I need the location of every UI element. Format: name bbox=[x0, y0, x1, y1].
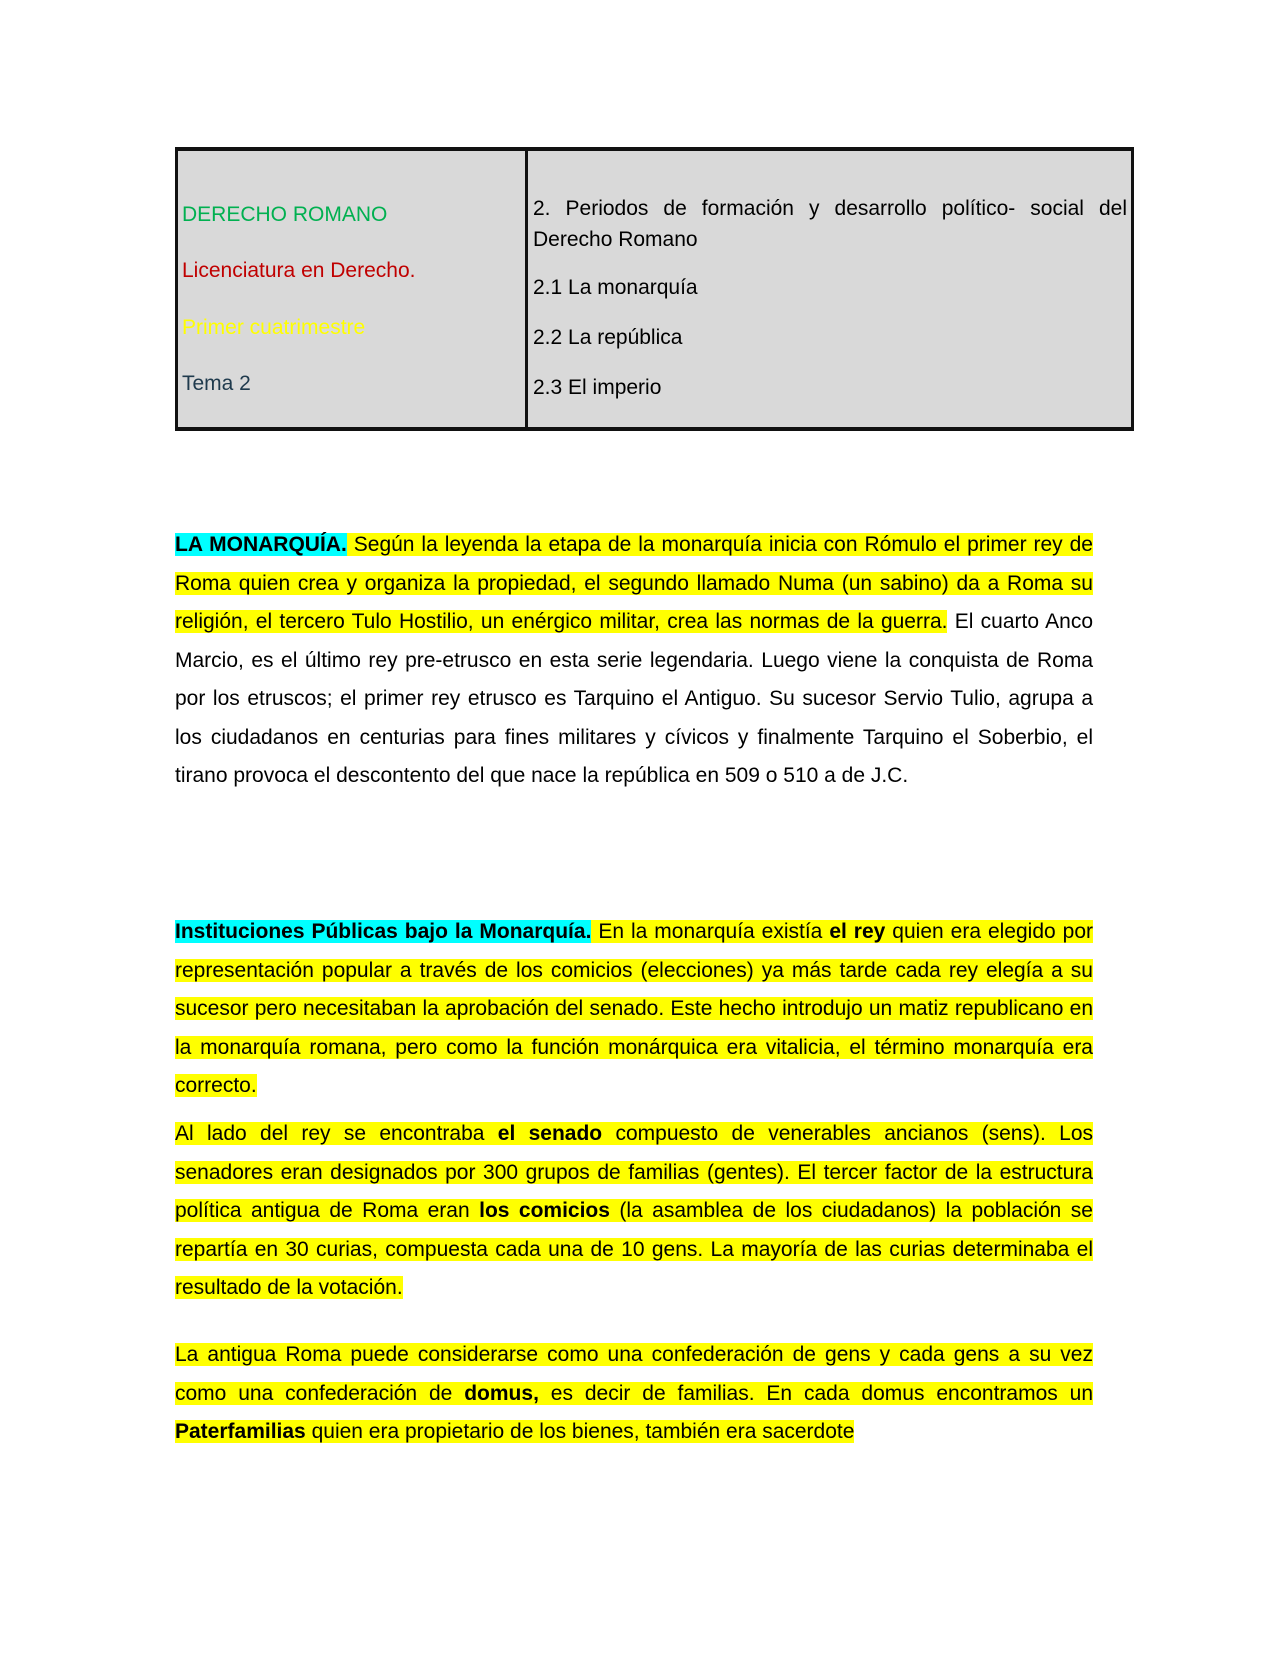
monarquia-plain-text: El cuarto Anco Marcio, es el último rey pre-etrusco en esta serie legendaria. Luego viene la conquista de Roma por los etruscos; el primer rey etrusco es Tarquino el Antiguo. Su sucesor Servio Tulio, agrupa a los ciudadanos en centurias para fines militares y cívicos y finalmente Tarquino el Soberbio, el tirano provoca el descontento del que nace la república en 509 o 510 a de J.C. bbox=[175, 610, 1093, 787]
subtopic-republica: 2.2 La república bbox=[533, 326, 683, 349]
senado-bold-comicios: los comicios bbox=[479, 1199, 610, 1222]
gens-text-3: quien era propietario de los bienes, también era sacerdote bbox=[305, 1420, 855, 1443]
header-table bbox=[175, 147, 1134, 431]
term-label: Primer cuatrimestre bbox=[182, 316, 366, 339]
heading-instituciones: Instituciones Públicas bajo la Monarquía. bbox=[175, 920, 592, 943]
topic-heading bbox=[533, 193, 1127, 255]
paragraph-instituciones bbox=[175, 913, 1093, 1106]
paragraph-gens bbox=[175, 1336, 1093, 1452]
gens-bold-paterfamilias: Paterfamilias bbox=[175, 1420, 306, 1443]
topic-heading-line1: 2. Periodos de formación y desarrollo político- social del bbox=[533, 197, 1127, 220]
paragraph-monarquia bbox=[175, 526, 1093, 796]
topic-label: Tema 2 bbox=[182, 372, 251, 395]
senado-text-1: Al lado del rey se encontraba bbox=[175, 1122, 498, 1145]
course-title: DERECHO ROMANO bbox=[182, 203, 388, 226]
heading-monarquia: LA MONARQUÍA. bbox=[175, 533, 347, 556]
instituciones-text-1: En la monarquía existía bbox=[591, 920, 830, 943]
senado-bold-senado: el senado bbox=[497, 1122, 603, 1145]
header-right-cell bbox=[528, 151, 1131, 427]
gens-bold-domus: domus, bbox=[464, 1381, 539, 1405]
gens-text-1: La antigua Roma puede considerarse como una confederación de gens y cada gens a su vez como una confederación de bbox=[175, 1343, 1093, 1405]
instituciones-text-2: quien era elegido por representación popular a través de los comicios (elecciones) ya más tarde cada rey elegía a su sucesor pero necesitaban la aprobación del senado. Este hecho introdujo un matiz republicano en la monarquía romana, pero como la función monárquica era vitalicia, el término monarquía era correcto. bbox=[175, 920, 1093, 1097]
senado-text-2: compuesto de venerables ancianos (sens). Los senadores eran designados por 300 grupos de familias (gentes). El tercer factor de la estructura política antigua de Roma eran bbox=[175, 1122, 1093, 1222]
subtopic-imperio: 2.3 El imperio bbox=[533, 376, 662, 399]
gens-text-2: es decir de familias. En cada domus encontramos un bbox=[538, 1381, 1093, 1405]
subtopic-monarquia: 2.1 La monarquía bbox=[533, 276, 698, 299]
instituciones-bold-rey: el rey bbox=[829, 920, 886, 943]
monarquia-highlighted-text: Según la leyenda la etapa de la monarquía inicia con Rómulo el primer rey de Roma quien crea y organiza la propiedad, el segundo llamado Numa (un sabino) da a Roma su religión, el tercero Tulo Hostilio, un enérgico militar, crea las normas de la guerra. bbox=[175, 533, 1093, 633]
paragraph-senado bbox=[175, 1115, 1093, 1308]
topic-heading-line2: Derecho Romano bbox=[533, 228, 698, 251]
senado-text-3: (la asamblea de los ciudadanos) la población se repartía en 30 curias, compuesta cada una de 10 gens. La mayoría de las curias determinaba el resultado de la votación. bbox=[175, 1199, 1093, 1299]
header-left-cell bbox=[178, 151, 528, 427]
degree-name: Licenciatura en Derecho. bbox=[182, 259, 416, 282]
